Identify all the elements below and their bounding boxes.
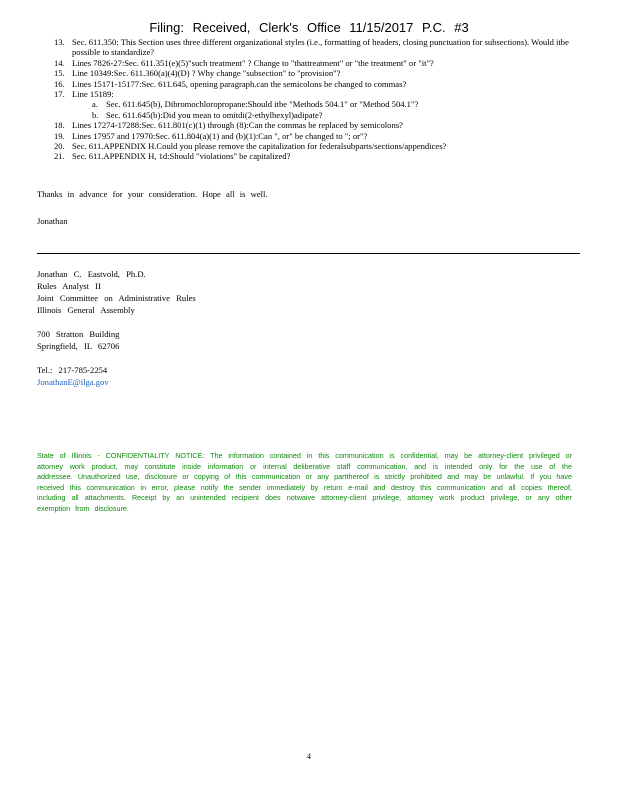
list-item <box>54 151 574 161</box>
list-item <box>54 37 574 58</box>
item-text: Line 10349:Sec. 611.360(a)(4)(D) ? Why change "subsection" to "provision"? <box>72 68 341 79</box>
sub-item-text: Sec. 611.645(b):Did you mean to omitdi(2-ethylhexyl)adipate? <box>106 109 323 120</box>
sub-item-letter: a. <box>92 99 98 110</box>
item-number: 21. <box>54 151 65 162</box>
signature-phone: Tel.: 217-785-2254 <box>37 365 108 375</box>
item-number: 14. <box>54 57 65 68</box>
signature-email-link[interactable]: JonathanE@ilga.gov <box>37 377 109 387</box>
item-text: Lines 15171-15177:Sec. 611.645, opening paragraph.can the semicolons be changed to commas? <box>72 78 407 89</box>
sub-item-text: Sec. 611.645(b), Dibromochloropropane:Should itbe "Methods 504.1" or "Method 504.1"? <box>106 99 419 110</box>
item-text: Sec. 611.350: This Section uses three different organizational styles (i.e., formatting of headers, closing punctuation for subsections). Would itbe possible to standardize? <box>72 37 569 58</box>
list-item <box>54 58 574 68</box>
signature-org: Illinois General Assembly <box>37 305 135 315</box>
item-text: Lines 7826-27:Sec. 611.351(e)(5)"such treatment" ? Change to "thattreatment" or "the treatment" or "it"? <box>72 57 434 68</box>
item-text: Sec. 611.APPENDIX H.Could you please remove the capitalization for federalsubparts/sections/appendices? <box>72 141 447 152</box>
filing-header: Filing: Received, Clerk's Office 11/15/2017 P.C. #3 <box>149 20 469 35</box>
list-item <box>54 68 574 78</box>
item-number: 20. <box>54 141 65 152</box>
item-number: 17. <box>54 89 65 100</box>
item-text: Lines 17957 and 17970:Sec. 611.804(a)(1) and (b)(1):Can ", or" be changed to "; or"? <box>72 130 368 141</box>
signature-address: 700 Stratton Building <box>37 329 120 339</box>
comment-list <box>54 37 574 162</box>
sub-item <box>72 99 574 109</box>
item-text: Sec. 611.APPENDIX H, 1d:Should "violations" be capitalized? <box>72 151 291 162</box>
page-number: 4 <box>307 752 311 761</box>
item-text: Lines 17274-17288:Sec. 611.801(c)(1) through (8):Can the commas be replaced by semicolons? <box>72 120 403 131</box>
list-item <box>54 89 574 120</box>
item-number: 15. <box>54 68 65 79</box>
sub-item <box>72 110 574 120</box>
signature-title: Rules Analyst II <box>37 281 101 291</box>
list-item <box>54 141 574 151</box>
signature-name: Jonathan C. Eastvold, Ph.D. <box>37 269 146 279</box>
item-number: 18. <box>54 120 65 131</box>
signoff-name: Jonathan <box>37 216 68 226</box>
signature-org: Joint Committee on Administrative Rules <box>37 293 196 303</box>
list-item <box>54 120 574 130</box>
sub-item-letter: b. <box>92 109 99 120</box>
item-number: 19. <box>54 130 65 141</box>
item-number: 16. <box>54 78 65 89</box>
signature-address: Springfield, IL 62706 <box>37 341 120 351</box>
closing-line: Thanks in advance for your consideration. Hope all is well. <box>37 189 268 199</box>
signature-divider <box>37 253 580 254</box>
confidentiality-notice: State of Illinois - CONFIDENTIALITY NOTICE: The information contained in this communication is confidential, may be attorney-client privileged or attorney work product, may constitute inside information or internal deliberative staff communication, and is intended only for the use of the addressee. Unauthorized use, disclosure or copying of this communication or any partthereof is strictly prohibited and may be unlawful. If you have received this communication in error, please notify the sender immediately by return e-mail and destroy this communication and all copies thereof, including all attachments. Receipt by an unintended recipient does notwaive attorney-client privilege, attorney work product privilege, or any other exemption from disclosure. <box>37 451 572 513</box>
item-text: Line 15189: <box>72 89 114 100</box>
signature-block <box>37 268 196 388</box>
list-item <box>54 79 574 89</box>
item-number: 13. <box>54 37 65 47</box>
list-item <box>54 131 574 141</box>
